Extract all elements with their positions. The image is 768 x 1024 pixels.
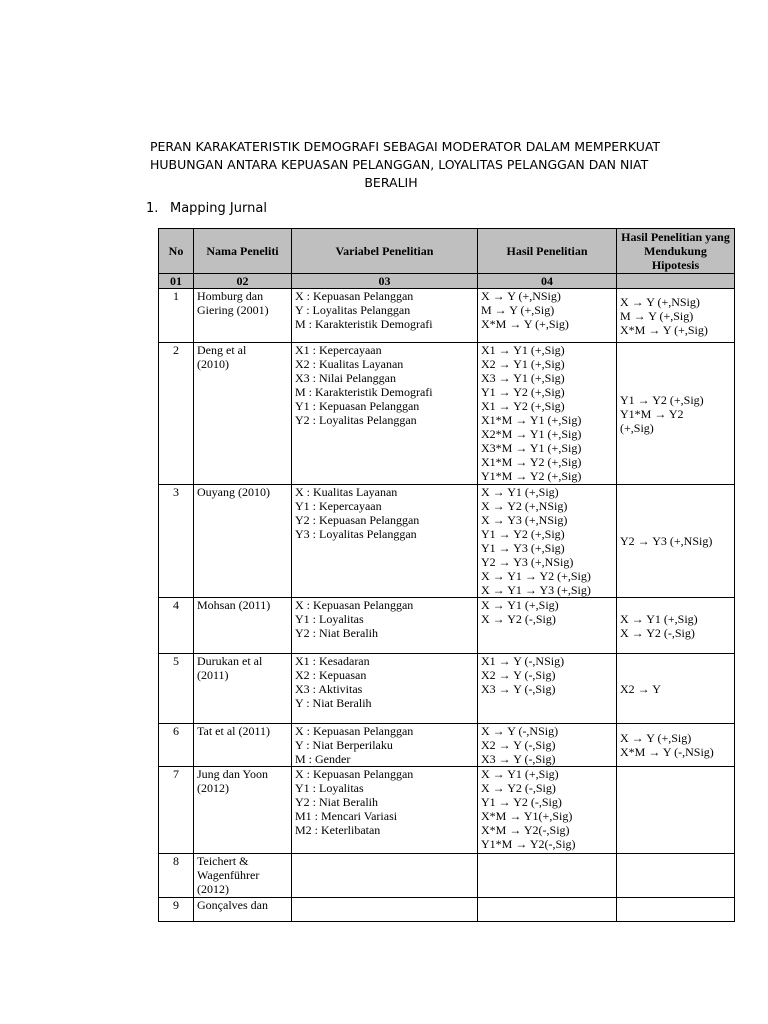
result-line: X*M → Y1(+,Sig) xyxy=(481,809,573,823)
researcher-line: Tat et al (2011) xyxy=(197,724,271,738)
section-heading xyxy=(146,200,267,218)
results-cell xyxy=(478,898,617,922)
researcher-line: Teichert & xyxy=(197,854,249,868)
supporting-result-line: X → Y (+,Sig) xyxy=(620,731,692,745)
header-variabel-penelitian: Variabel Penelitian xyxy=(292,229,478,274)
supporting-result-line: X → Y (+,NSig) xyxy=(620,294,700,309)
results-cell xyxy=(478,724,617,767)
supporting-results-cell xyxy=(617,767,735,854)
researcher-cell xyxy=(194,767,292,854)
table-row xyxy=(159,898,735,922)
variable-line: M : Karakteristik Demografi xyxy=(295,317,433,331)
title-line-1: PERAN KARAKATERISTIK DEMOGRAFI SEBAGAI MODERATOR DALAM MEMPERKUAT xyxy=(150,139,661,154)
journal-mapping-table xyxy=(158,228,735,922)
result-line: X3*M → Y1 (+,Sig) xyxy=(481,441,582,455)
result-line: X → Y1 (+,Sig) xyxy=(481,485,559,499)
index-cell: 02 xyxy=(194,274,292,289)
results-cell xyxy=(478,598,617,654)
result-line: X → Y (+,NSig) xyxy=(481,289,561,303)
variable-line: X : Kepuasan Pelanggan xyxy=(295,289,414,303)
result-line: Y1 → Y2 (+,Sig) xyxy=(481,385,565,399)
table-row xyxy=(159,724,735,767)
supporting-result-line: X*M → Y (-,NSig) xyxy=(620,745,714,759)
supporting-result-line: X2 → Y xyxy=(620,681,661,696)
table-row xyxy=(159,343,735,485)
result-line: X2 → Y (-,Sig) xyxy=(481,668,556,682)
result-line: X1*M → Y2 (+,Sig) xyxy=(481,455,582,469)
supporting-results-cell xyxy=(617,724,735,767)
researcher-cell xyxy=(194,898,292,922)
variable-line: X : Kualitas Layanan xyxy=(295,485,398,499)
variables-cell xyxy=(292,654,478,724)
result-line: X1 → Y (-,NSig) xyxy=(481,654,565,668)
variables-cell xyxy=(292,289,478,343)
result-line: X3 → Y (-,Sig) xyxy=(481,752,556,766)
researcher-line: Deng et al xyxy=(197,343,247,357)
result-line: X → Y1 → Y3 (+,Sig) xyxy=(481,583,591,597)
variable-line: Y1 : Kepercayaan xyxy=(295,499,382,513)
result-line: X*M → Y (+,Sig) xyxy=(481,317,569,331)
result-line: X2 → Y1 (+,Sig) xyxy=(481,357,565,371)
table-header-row xyxy=(159,229,735,274)
variable-line: Y1 : Kepuasan Pelanggan xyxy=(295,399,420,413)
results-cell xyxy=(478,289,617,343)
researcher-line: Homburg dan xyxy=(197,289,264,303)
variable-line: X2 : Kualitas Layanan xyxy=(295,357,404,371)
index-cell xyxy=(617,274,735,289)
result-line: X2*M → Y1 (+,Sig) xyxy=(481,427,582,441)
variable-line: Y1 : Loyalitas xyxy=(295,612,364,626)
result-line: Y1 → Y3 (+,Sig) xyxy=(481,541,565,555)
variable-line: X1 : Kepercayaan xyxy=(295,343,382,357)
title-line-3: BERALIH xyxy=(364,175,418,190)
index-cell: 04 xyxy=(478,274,617,289)
researcher-line: Jung dan Yoon xyxy=(197,767,269,781)
variables-cell xyxy=(292,598,478,654)
supporting-result-line: Y1 → Y2 (+,Sig) xyxy=(620,392,704,407)
section-number: 1. xyxy=(146,201,159,216)
index-cell: 03 xyxy=(292,274,478,289)
row-number: 2 xyxy=(159,343,194,485)
header-no: No xyxy=(159,229,194,274)
researcher-line: Wagenführer xyxy=(197,868,260,882)
index-cell: 01 xyxy=(159,274,194,289)
document-title xyxy=(150,138,661,192)
result-line: Y1*M → Y2(-,Sig) xyxy=(481,837,576,851)
table-row xyxy=(159,485,735,598)
supporting-result-line: Y2 → Y3 (+,NSig) xyxy=(620,534,713,548)
title-line-2: HUBUNGAN ANTARA KEPUASAN PELANGGAN, LOYALITAS PELANGGAN DAN NIAT xyxy=(150,157,649,172)
researcher-line: (2010) xyxy=(197,357,229,371)
variables-cell xyxy=(292,724,478,767)
results-cell xyxy=(478,343,617,485)
result-line: X2 → Y (-,Sig) xyxy=(481,738,556,752)
result-line: Y1 → Y2 (+,Sig) xyxy=(481,527,565,541)
supporting-results-cell xyxy=(617,598,735,654)
result-line: X → Y3 (+,NSig) xyxy=(481,513,568,527)
researcher-cell xyxy=(194,343,292,485)
result-line: X1 → Y2 (+,Sig) xyxy=(481,399,565,413)
researcher-line: (2011) xyxy=(197,668,229,682)
row-number: 8 xyxy=(159,854,194,898)
variable-line: X3 : Aktivitas xyxy=(295,682,363,696)
row-number: 3 xyxy=(159,485,194,598)
variables-cell xyxy=(292,485,478,598)
result-line: X → Y2 (+,NSig) xyxy=(481,499,568,513)
variable-line: Y1 : Loyalitas xyxy=(295,781,364,795)
researcher-line: Durukan et al xyxy=(197,654,263,668)
variables-cell xyxy=(292,343,478,485)
variable-line: Y2 : Kepuasan Pelanggan xyxy=(295,513,420,527)
supporting-results-cell xyxy=(617,343,735,485)
result-line: X1*M → Y1 (+,Sig) xyxy=(481,413,582,427)
row-number: 7 xyxy=(159,767,194,854)
result-line: X → Y2 (-,Sig) xyxy=(481,781,556,795)
row-number: 4 xyxy=(159,598,194,654)
section-label: Mapping Jurnal xyxy=(170,201,267,216)
researcher-line: Gonçalves dan xyxy=(197,898,268,912)
result-line: X → Y2 (-,Sig) xyxy=(481,612,556,626)
table-body xyxy=(159,289,735,922)
researcher-cell xyxy=(194,598,292,654)
variable-line: M : Gender xyxy=(295,752,351,766)
table-row xyxy=(159,854,735,898)
result-line: X1 → Y1 (+,Sig) xyxy=(481,343,565,357)
result-line: Y2 → Y3 (+,NSig) xyxy=(481,555,574,569)
supporting-result-line: X → Y2 (-,Sig) xyxy=(620,625,695,640)
supporting-results-cell xyxy=(617,854,735,898)
table-row xyxy=(159,767,735,854)
variable-line: Y2 : Loyalitas Pelanggan xyxy=(295,413,417,427)
result-line: X3 → Y1 (+,Sig) xyxy=(481,371,565,385)
researcher-line: Giering (2001) xyxy=(197,303,269,317)
supporting-result-line: X → Y1 (+,Sig) xyxy=(620,611,698,626)
result-line: X → Y (-,NSig) xyxy=(481,724,559,738)
result-line: X → Y1 → Y2 (+,Sig) xyxy=(481,569,591,583)
result-line: X*M → Y2(-,Sig) xyxy=(481,823,570,837)
supporting-results-cell xyxy=(617,654,735,724)
supporting-results-cell xyxy=(617,485,735,598)
row-number: 9 xyxy=(159,898,194,922)
table-row xyxy=(159,289,735,343)
variable-line: X3 : Nilai Pelanggan xyxy=(295,371,396,385)
results-cell xyxy=(478,654,617,724)
researcher-cell xyxy=(194,485,292,598)
results-cell xyxy=(478,854,617,898)
supporting-result-line: M → Y (+,Sig) xyxy=(620,308,694,323)
results-cell xyxy=(478,767,617,854)
variable-line: M : Karakteristik Demografi xyxy=(295,385,433,399)
variables-cell xyxy=(292,898,478,922)
researcher-line: Ouyang (2010) xyxy=(197,485,270,499)
variable-line: X : Kepuasan Pelanggan xyxy=(295,598,414,612)
researcher-line: (2012) xyxy=(197,781,229,795)
results-cell xyxy=(478,485,617,598)
result-line: M → Y (+,Sig) xyxy=(481,303,555,317)
researcher-cell xyxy=(194,654,292,724)
researcher-line: Mohsan (2011) xyxy=(197,598,271,612)
header-nama-peneliti: Nama Peneliti xyxy=(194,229,292,274)
table-row xyxy=(159,598,735,654)
supporting-results-cell xyxy=(617,898,735,922)
row-number: 6 xyxy=(159,724,194,767)
supporting-result-line: X*M → Y (+,Sig) xyxy=(620,322,708,337)
table-row xyxy=(159,654,735,724)
researcher-cell xyxy=(194,724,292,767)
variables-cell xyxy=(292,767,478,854)
result-line: Y1*M → Y2 (+,Sig) xyxy=(481,469,582,483)
variable-line: Y : Niat Berperilaku xyxy=(295,738,393,752)
variable-line: Y2 : Niat Beralih xyxy=(295,626,378,640)
variable-line: M2 : Keterlibatan xyxy=(295,823,381,837)
variable-line: X : Kepuasan Pelanggan xyxy=(295,724,414,738)
row-number: 5 xyxy=(159,654,194,724)
result-line: X → Y1 (+,Sig) xyxy=(481,598,559,612)
header-hasil-penelitian: Hasil Penelitian xyxy=(478,229,617,274)
variable-line: Y3 : Loyalitas Pelanggan xyxy=(295,527,417,541)
row-number: 1 xyxy=(159,289,194,343)
supporting-results-cell xyxy=(617,289,735,343)
result-line: X → Y1 (+,Sig) xyxy=(481,767,559,781)
researcher-line: (2012) xyxy=(197,882,229,896)
supporting-result-line: Y1*M → Y2 xyxy=(620,406,684,421)
researcher-cell xyxy=(194,289,292,343)
variable-line: Y2 : Niat Beralih xyxy=(295,795,378,809)
header-hasil-mendukung-hipotesis: Hasil Penelitian yang Mendukung Hipotesis xyxy=(617,229,735,274)
table-index-row xyxy=(159,274,735,289)
variable-line: M1 : Mencari Variasi xyxy=(295,809,398,823)
variable-line: Y : Loyalitas Pelanggan xyxy=(295,303,411,317)
variable-line: X : Kepuasan Pelanggan xyxy=(295,767,414,781)
variable-line: X2 : Kepuasan xyxy=(295,668,367,682)
variables-cell xyxy=(292,854,478,898)
variable-line: Y : Niat Beralih xyxy=(295,696,372,710)
researcher-cell xyxy=(194,854,292,898)
variable-line: X1 : Kesadaran xyxy=(295,654,370,668)
supporting-result-line: (+,Sig) xyxy=(620,420,654,435)
result-line: X3 → Y (-,Sig) xyxy=(481,682,556,696)
result-line: Y1 → Y2 (-,Sig) xyxy=(481,795,562,809)
